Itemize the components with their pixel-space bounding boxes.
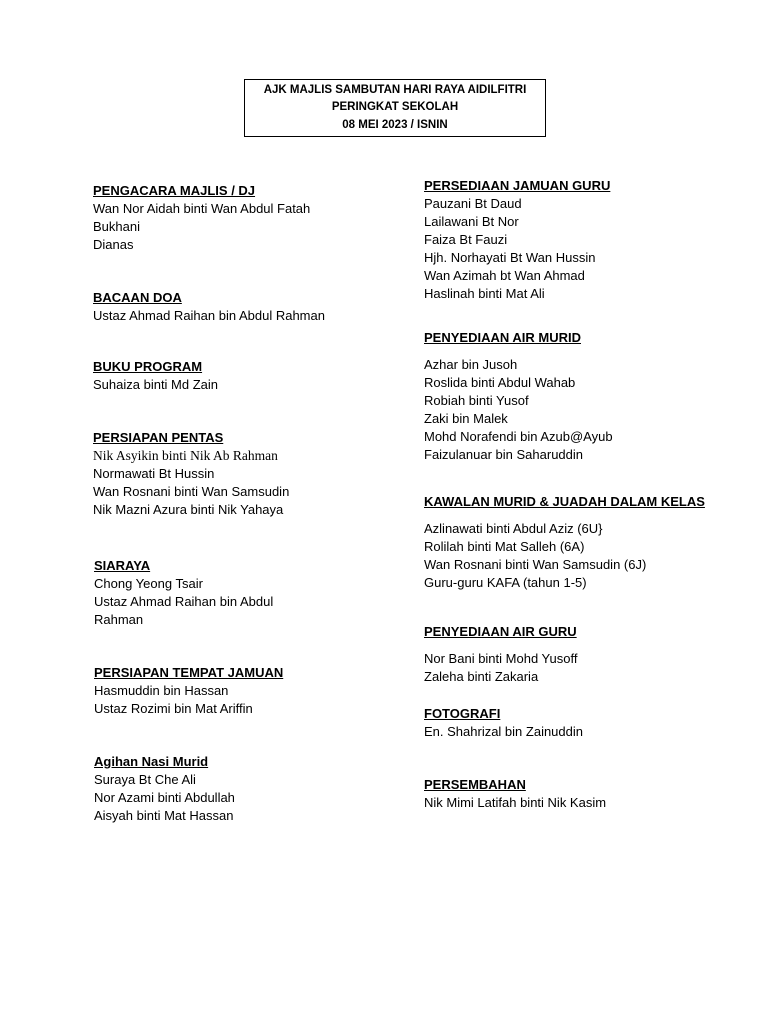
committee-member: Normawati Bt Hussin [93,466,215,481]
section-persediaan-jamuan-guru [424,177,610,303]
committee-member: Dianas [93,237,134,252]
committee-member: Robiah binti Yusof [424,393,529,408]
committee-member: Wan Rosnani binti Wan Samsudin [93,484,290,499]
committee-member: Pauzani Bt Daud [424,196,522,211]
committee-member: Lailawani Bt Nor [424,214,519,229]
section-heading: SIARAYA [94,558,151,573]
committee-member: Faizulanuar bin Saharuddin [424,447,583,462]
committee-member: En. Shahrizal bin Zainuddin [424,724,583,739]
committee-member: Azhar bin Jusoh [424,357,518,372]
section-heading: PERSEMBAHAN [424,777,526,792]
committee-member: Wan Rosnani binti Wan Samsudin (6J) [424,557,647,572]
committee-member: Suhaiza binti Md Zain [93,377,219,392]
committee-member: Haslinah binti Mat Ali [424,286,545,301]
section-heading: FOTOGRAFI [424,706,501,721]
committee-member: Hjh. Norhayati Bt Wan Hussin [424,250,596,265]
committee-member: Suraya Bt Che Ali [94,772,196,787]
section-pengacara-majlis [93,182,310,254]
committee-member: Mohd Norafendi bin Azub@Ayub [424,429,613,444]
section-heading: PENYEDIAAN AIR MURID [424,330,581,345]
section-heading: PENYEDIAAN AIR GURU [424,624,577,639]
committee-member: Zaki bin Malek [424,411,508,426]
section-heading: PERSIAPAN PENTAS [93,430,224,445]
section-heading: KAWALAN MURID & JUADAH DALAM KELAS [424,494,705,509]
committee-member: Nor Bani binti Mohd Yusoff [424,651,578,666]
committee-member: Hasmuddin bin Hassan [94,683,229,698]
section-agihan-nasi-murid [94,753,235,825]
title-line-1: AJK MAJLIS SAMBUTAN HARI RAYA AIDILFITRI [263,83,527,96]
committee-member: Ustaz Rozimi bin Mat Ariffin [94,701,253,716]
section-heading: Agihan Nasi Murid [94,754,209,769]
committee-member: Chong Yeong Tsair [94,576,203,591]
committee-member: Wan Azimah bt Wan Ahmad [424,268,585,283]
committee-member: Nik Mazni Azura binti Nik Yahaya [93,502,284,517]
committee-member: Nik Mimi Latifah binti Nik Kasim [424,795,607,810]
section-persiapan-tempat-jamuan [94,664,283,718]
section-persiapan-pentas [93,429,289,519]
section-heading: BACAAN DOA [93,290,182,305]
committee-member: Azlinawati binti Abdul Aziz (6U} [424,521,603,536]
section-heading: PERSEDIAAN JAMUAN GURU [424,178,611,193]
section-penyediaan-air-murid [424,329,613,464]
committee-member: Faiza Bt Fauzi [424,232,508,247]
section-siaraya [94,557,273,629]
title-line-3: 08 MEI 2023 / ISNIN [342,118,448,131]
committee-member: Nor Azami binti Abdullah [94,790,235,805]
committee-member: Ustaz Ahmad Raihan bin Abdul [94,594,274,609]
committee-member: Guru-guru KAFA (tahun 1-5) [424,575,587,590]
title-line-2: PERINGKAT SEKOLAH [331,101,459,114]
committee-member: Wan Nor Aidah binti Wan Abdul Fatah [93,201,311,216]
committee-member: Nik Asyikin binti Nik Ab Rahman [93,448,278,463]
committee-member: Rahman [94,612,144,627]
section-fotografi [424,705,583,741]
section-persembahan [424,776,606,812]
section-kawalan-murid [424,493,705,592]
section-heading: PENGACARA MAJLIS / DJ [93,183,256,198]
section-heading: PERSIAPAN TEMPAT JAMUAN [94,665,284,680]
section-heading: BUKU PROGRAM [93,359,203,374]
committee-member: Bukhani [93,219,140,234]
section-bacaan-doa [93,289,325,325]
committee-member: Zaleha binti Zakaria [424,669,539,684]
committee-member: Rolilah binti Mat Salleh (6A) [424,539,585,554]
section-penyediaan-air-guru [424,623,577,686]
committee-member: Ustaz Ahmad Raihan bin Abdul Rahman [93,308,325,323]
committee-member: Aisyah binti Mat Hassan [94,808,234,823]
committee-member: Roslida binti Abdul Wahab [424,375,576,390]
section-buku-program [93,358,218,394]
document-title-box [244,79,546,137]
